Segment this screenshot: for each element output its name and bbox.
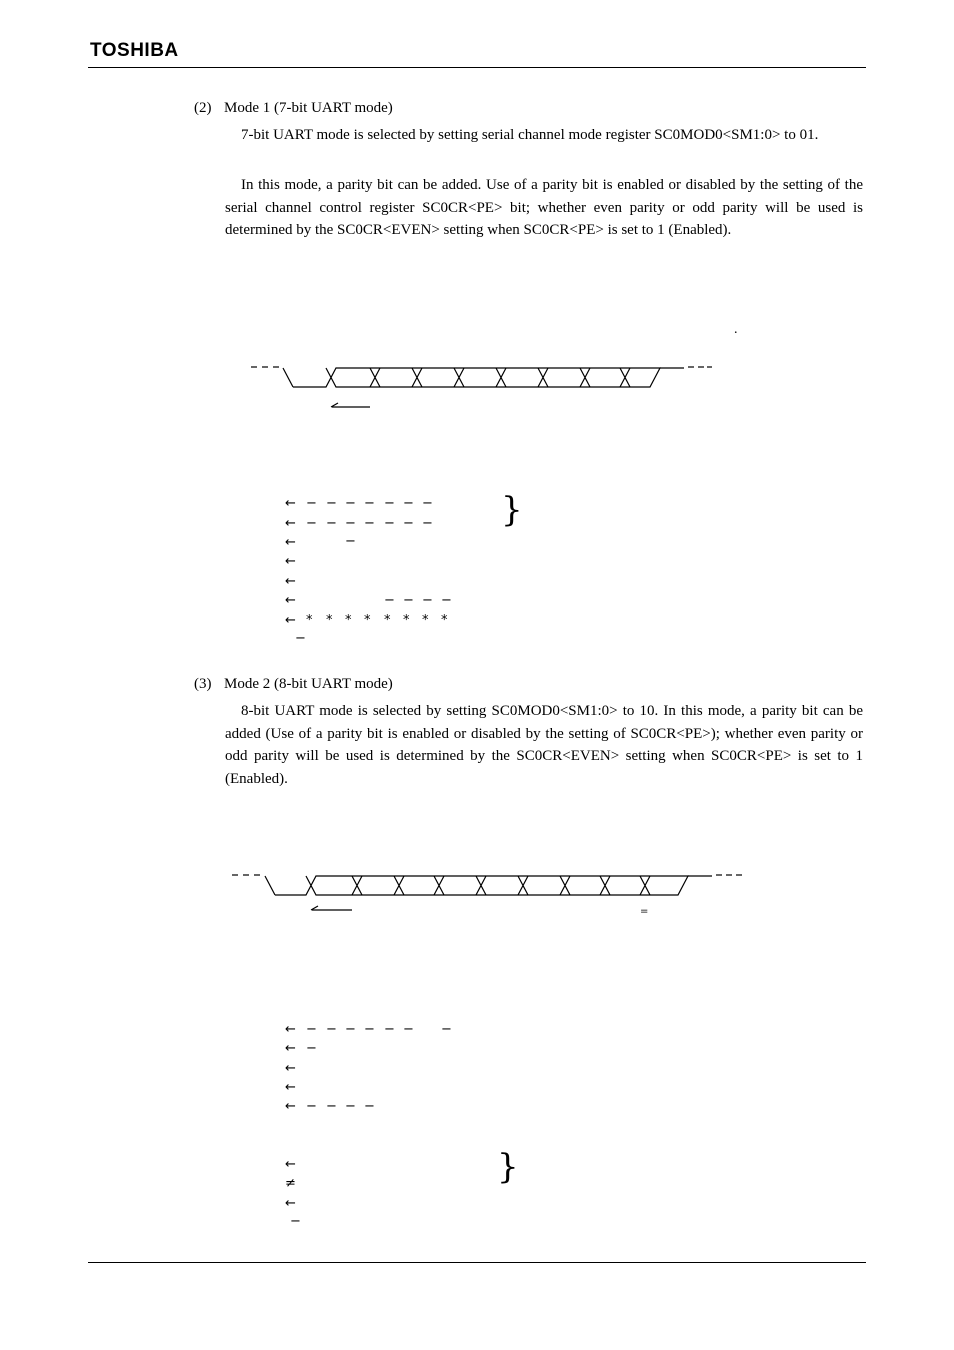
dash-symbol: − (290, 1214, 301, 1229)
footer-rule (88, 1262, 866, 1263)
dash-symbol: − (364, 516, 375, 531)
dash-symbol: − (403, 593, 414, 608)
asterisk-symbol: * (384, 613, 391, 628)
dash-symbol: − (345, 1099, 356, 1114)
section-2-title: Mode 1 (7-bit UART mode) (224, 100, 393, 116)
arrow-symbol: ← (285, 516, 296, 531)
asterisk-symbol: * (326, 613, 333, 628)
dash-symbol: − (306, 1022, 317, 1037)
dash-symbol: − (384, 516, 395, 531)
section-3-number: (3) (194, 676, 212, 692)
dash-symbol: − (345, 496, 356, 511)
dash-symbol: − (345, 1022, 356, 1037)
dash-symbol: − (306, 496, 317, 511)
dash-symbol: − (422, 496, 433, 511)
arrow-symbol: ← (285, 496, 296, 511)
arrow-symbol: ← (285, 1157, 296, 1172)
arrow-symbol: ← (285, 535, 296, 550)
dash-symbol: − (403, 496, 414, 511)
arrow-symbol: ← (285, 554, 296, 569)
brace-symbol: } (501, 490, 523, 530)
asterisk-symbol: * (422, 613, 429, 628)
dash-symbol: − (364, 496, 375, 511)
asterisk-symbol: * (306, 613, 313, 628)
dash-symbol: − (326, 1099, 337, 1114)
section-2-number: (2) (194, 100, 212, 116)
toshiba-logo: TOSHIBA (90, 40, 179, 61)
dash-symbol: − (345, 516, 356, 531)
section-2-paragraph-2: In this mode, a parity bit can be added. Use of a parity bit is enabled or disabled by the setting of the serial channel control register SC0CR<PE> bit; whether even parity or odd parity will be used is determined by the SC0CR<EVEN> setting when SC0CR<PE> is set to 1 (Enabled). (225, 177, 863, 238)
dash-symbol: − (326, 1022, 337, 1037)
arrow-symbol: ← (285, 1099, 296, 1114)
section-3-title: Mode 2 (8-bit UART mode) (224, 676, 393, 692)
arrow-symbol: ← (285, 613, 296, 628)
arrow-symbol: ← (285, 593, 296, 608)
dash-symbol: − (345, 534, 356, 549)
arrow-symbol: ← (285, 1022, 296, 1037)
dash-symbol: − (384, 593, 395, 608)
asterisk-symbol: * (441, 613, 448, 628)
arrow-symbol: ← (285, 1080, 296, 1095)
asterisk-symbol: * (364, 613, 371, 628)
asterisk-symbol: * (345, 613, 352, 628)
dash-symbol: − (403, 516, 414, 531)
equals-mark: = (640, 906, 649, 917)
section-3-heading (194, 673, 393, 695)
dash-symbol: − (441, 593, 452, 608)
asterisk-symbol: * (403, 613, 410, 628)
dash-symbol: − (441, 1022, 452, 1037)
dash-symbol: − (364, 1022, 375, 1037)
dash-symbol: − (326, 496, 337, 511)
dash-symbol: − (306, 516, 317, 531)
dash-symbol: − (326, 516, 337, 531)
dash-symbol: − (295, 631, 306, 646)
section-3-paragraph-1: 8-bit UART mode is selected by setting SC0MOD0<SM1:0> to 10. In this mode, a parity bit can be added (Use of a parity bit is enabled or disabled by the setting of SC0CR<PE>); whether even parity or odd parity will be used is determined by the SC0CR<EVEN> setting when SC0CR<PE> is set to 1 (Enabled). (225, 703, 863, 787)
dash-symbol: − (384, 1022, 395, 1037)
arrow-symbol: ← (285, 1061, 296, 1076)
dash-symbol: − (422, 516, 433, 531)
dash-symbol: − (403, 1022, 414, 1037)
stray-dot: . (734, 322, 738, 337)
brace-symbol: } (497, 1147, 519, 1187)
arrow-symbol: ← (285, 1196, 296, 1211)
not-equal-symbol: ≠ (285, 1176, 296, 1191)
dash-symbol: − (384, 496, 395, 511)
arrow-symbol: ← (285, 574, 296, 589)
dash-symbol: − (306, 1041, 317, 1056)
dash-symbol: − (422, 593, 433, 608)
dash-symbol: − (306, 1099, 317, 1114)
section-2-paragraph-1: 7-bit UART mode is selected by setting serial channel mode register SC0MOD0<SM1:0> to 01. (241, 127, 819, 143)
dash-symbol: − (364, 1099, 375, 1114)
arrow-symbol: ← (285, 1041, 296, 1056)
